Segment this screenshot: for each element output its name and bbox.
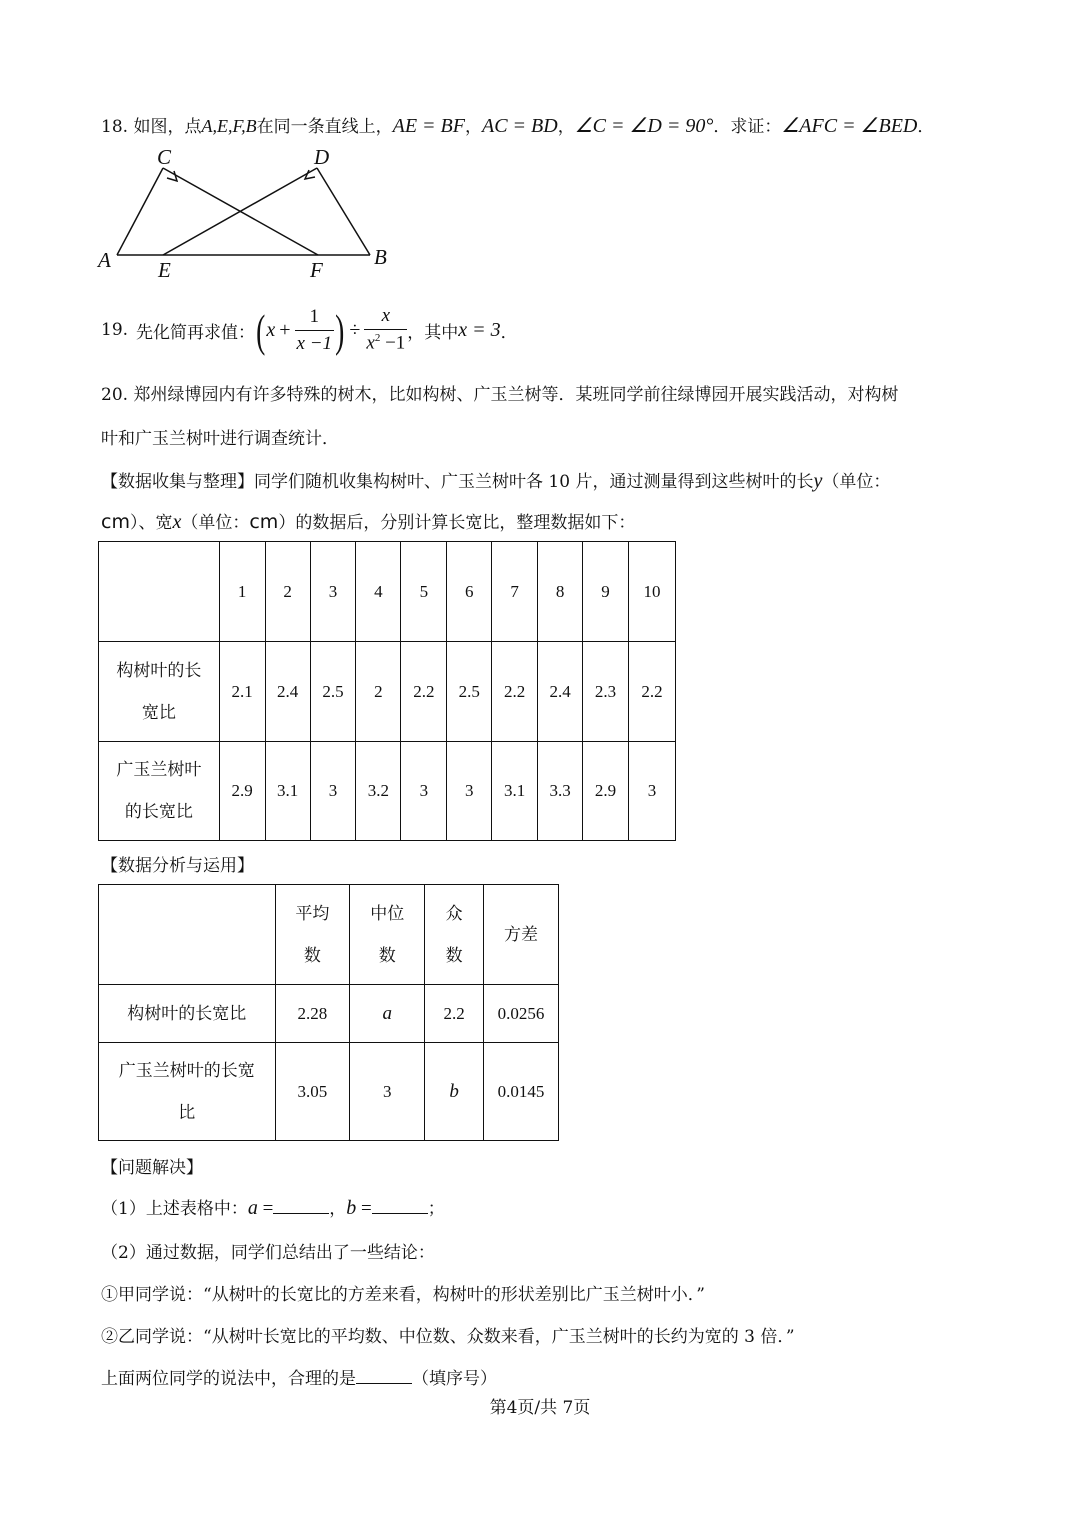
table-header-cell: 2 bbox=[265, 542, 310, 642]
table-cell-var-a: a bbox=[350, 985, 425, 1043]
header-mode bbox=[425, 885, 484, 985]
q18-number: 18. bbox=[101, 117, 129, 137]
row-label-gou-ratio bbox=[99, 642, 220, 742]
q19-statement bbox=[101, 300, 518, 360]
part1-end: ； bbox=[427, 1199, 445, 1219]
table-cell: 3.05 bbox=[275, 1043, 350, 1141]
q20-collect-text-c: ）、宽 bbox=[129, 513, 173, 533]
q18-statement bbox=[101, 112, 934, 138]
q20-collect-text-b: （单位： bbox=[822, 472, 891, 492]
table-header-cell: 7 bbox=[492, 542, 538, 642]
row-label-line: 构树叶的长 bbox=[116, 660, 202, 681]
table-cell: 2.5 bbox=[310, 642, 356, 742]
table-cell: 2.2 bbox=[425, 985, 484, 1043]
q19-frac1-den: x −1 bbox=[296, 332, 333, 354]
label-D: D bbox=[314, 145, 330, 169]
table-row bbox=[99, 1043, 559, 1141]
q20-line2: 叶和广玉兰树叶进行调查统计． bbox=[101, 429, 339, 449]
q19-div: ÷ bbox=[349, 318, 361, 341]
header-line: 数 bbox=[303, 945, 321, 966]
label-F: F bbox=[310, 258, 323, 282]
table-row bbox=[99, 542, 676, 642]
part2-line: （2）通过数据，同学们总结出了一些结论： bbox=[101, 1243, 435, 1263]
q18-comma2: ， bbox=[557, 117, 575, 137]
table-cell: 0.0145 bbox=[484, 1043, 559, 1141]
table-cell: 3 bbox=[350, 1043, 425, 1141]
q19-frac2-den bbox=[364, 330, 407, 354]
table-cell: 2.4 bbox=[538, 642, 583, 742]
part1-var-a: a bbox=[247, 1197, 258, 1219]
q18-text-mid1: 在同一条直线上， bbox=[256, 117, 393, 137]
row-label-line: 广玉兰树叶的长宽 bbox=[118, 1060, 255, 1081]
leaf-ratio-table bbox=[98, 541, 676, 841]
q19-x: x bbox=[266, 318, 276, 341]
statistics-table bbox=[98, 884, 559, 1141]
segment-DB bbox=[317, 168, 370, 255]
label-A: A bbox=[98, 248, 111, 272]
label-B: B bbox=[374, 245, 387, 269]
table-header-cell: 5 bbox=[401, 542, 447, 642]
header-line: 平均 bbox=[295, 903, 330, 924]
segment-AC bbox=[117, 168, 163, 255]
table-header-cell: 4 bbox=[356, 542, 401, 642]
row-label-line: 比 bbox=[178, 1102, 196, 1123]
q20-collect-text-e: ）的数据后，分别计算长宽比，整理数据如下： bbox=[278, 513, 636, 533]
answer-blank-a[interactable] bbox=[273, 1199, 329, 1214]
table-cell: 2.9 bbox=[219, 742, 265, 841]
part1-line bbox=[101, 1194, 445, 1220]
table-cell: 2.4 bbox=[265, 642, 310, 742]
table-header-cell: 8 bbox=[538, 542, 583, 642]
solve-title: 【问题解决】 bbox=[101, 1158, 203, 1178]
row-label-magnolia bbox=[99, 1043, 276, 1141]
statement-1: ①甲同学说：“从树叶的长宽比的方差来看，构树叶的形状差别比广玉兰树叶小．” bbox=[101, 1285, 705, 1305]
table-cell-var-b: b bbox=[425, 1043, 484, 1141]
table-cell: 3 bbox=[401, 742, 447, 841]
table-cell: 3 bbox=[447, 742, 492, 841]
table-header-cell: 6 bbox=[447, 542, 492, 642]
table-row bbox=[99, 742, 676, 841]
table-header-cell: 3 bbox=[310, 542, 356, 642]
table-header-cell: 9 bbox=[583, 542, 629, 642]
q18-cond3: ∠C = ∠D = 90° bbox=[574, 115, 714, 137]
table-cell: 2.1 bbox=[219, 642, 265, 742]
q18-comma1: ， bbox=[465, 117, 482, 137]
header-line: 中位 bbox=[370, 903, 405, 924]
row-label-line: 广玉兰树叶 bbox=[116, 760, 202, 780]
q19-number: 19. bbox=[101, 320, 129, 340]
table-cell: 3 bbox=[628, 742, 675, 841]
q20-var-y: y bbox=[813, 470, 823, 492]
table-cell: 3.2 bbox=[356, 742, 401, 841]
table-corner-cell bbox=[99, 542, 220, 642]
table-cell: 3.1 bbox=[492, 742, 538, 841]
q18-points: A,E,F,B bbox=[201, 116, 257, 136]
header-line: 数 bbox=[445, 945, 463, 966]
q20-collect-text-a: 【数据收集与整理】同学们随机收集构树叶、广玉兰树叶各 10 片，通过测量得到这些树叶的长 bbox=[101, 472, 814, 492]
q18-period: ． bbox=[917, 117, 935, 137]
table-cell: 3.3 bbox=[538, 742, 583, 841]
table-cell: 2.28 bbox=[275, 985, 350, 1043]
table-cell: 2.5 bbox=[447, 642, 492, 742]
q19-period: ． bbox=[500, 322, 518, 343]
q18-text-prefix: 如图，点 bbox=[133, 117, 202, 137]
final-question-prefix: 上面两位同学的说法中，合理的是 bbox=[101, 1369, 356, 1389]
table-corner-cell bbox=[99, 885, 276, 985]
q20-collect-text-d: （单位： bbox=[181, 513, 250, 533]
table-row bbox=[99, 642, 676, 742]
row-label-magnolia-ratio bbox=[99, 742, 220, 841]
header-variance: 方差 bbox=[484, 885, 559, 985]
part1-var-b: b bbox=[346, 1197, 357, 1219]
q20-line1: 20. 郑州绿博园内有许多特殊的树木，比如构树、广玉兰树等．某班同学前往绿博园开展实践活动，对构树 bbox=[101, 385, 899, 405]
q19-value: x = 3 bbox=[458, 318, 501, 341]
table-row bbox=[99, 985, 559, 1043]
table-cell: 2.9 bbox=[583, 742, 629, 841]
q20-collect-line1 bbox=[101, 467, 890, 493]
part1-eq-a: = bbox=[257, 1198, 274, 1219]
q19-frac2-den-exp: 2 bbox=[374, 332, 381, 345]
q19-frac2-num: x bbox=[364, 305, 407, 330]
header-median bbox=[350, 885, 425, 985]
q19-text-suffix: ，其中 bbox=[407, 322, 459, 343]
table-cell: 2.2 bbox=[628, 642, 675, 742]
page-footer: 第4页/共 7页 bbox=[489, 1398, 591, 1418]
table-cell: 2.2 bbox=[401, 642, 447, 742]
q19-fraction-1 bbox=[295, 306, 335, 355]
statement-2: ②乙同学说：“从树叶长宽比的平均数、中位数、众数来看，广玉兰树叶的长约为宽的 3 倍．” bbox=[101, 1327, 795, 1347]
q20-collect-line2 bbox=[101, 508, 635, 534]
q19-fraction-2 bbox=[364, 305, 407, 354]
header-line: 众 bbox=[445, 903, 463, 924]
part1-prefix: （1）上述表格中： bbox=[101, 1199, 248, 1219]
table-cell: 2.2 bbox=[492, 642, 538, 742]
part1-eq-b: = bbox=[356, 1198, 372, 1219]
row-label-line: 的长宽比 bbox=[124, 802, 193, 822]
label-C: C bbox=[157, 145, 172, 169]
row-label-gou: 构树叶的长宽比 bbox=[99, 985, 276, 1043]
q19-text-prefix: 先化简再求值： bbox=[136, 322, 256, 343]
q19-left-paren: ( bbox=[256, 304, 266, 356]
q19-right-paren: ) bbox=[335, 304, 345, 356]
q18-cond1: AE = BF bbox=[392, 115, 465, 137]
table-cell: 2 bbox=[356, 642, 401, 742]
header-mean bbox=[275, 885, 350, 985]
q19-frac2-den-base: x bbox=[366, 332, 375, 354]
table-cell: 2.3 bbox=[583, 642, 629, 742]
table-cell: 0.0256 bbox=[484, 985, 559, 1043]
analysis-title: 【数据分析与运用】 bbox=[101, 856, 254, 876]
final-question-suffix: （填序号） bbox=[412, 1369, 497, 1389]
table-cell: 3.1 bbox=[265, 742, 310, 841]
header-line: 数 bbox=[378, 945, 396, 966]
q20-unit-cm-2: cm bbox=[249, 511, 279, 533]
table-header-cell: 1 bbox=[219, 542, 265, 642]
table-row bbox=[99, 885, 559, 985]
final-question-line bbox=[101, 1364, 497, 1389]
q18-text-mid2: ．求证： bbox=[713, 117, 782, 137]
label-E: E bbox=[158, 258, 171, 282]
q20-var-x: x bbox=[172, 511, 182, 533]
q18-cond2: AC = BD bbox=[482, 115, 558, 137]
answer-blank-choice[interactable] bbox=[356, 1369, 412, 1384]
part1-sep: ， bbox=[329, 1199, 347, 1219]
q19-plus: + bbox=[279, 318, 291, 341]
q18-goal: ∠AFC = ∠BED bbox=[781, 115, 918, 137]
answer-blank-b[interactable] bbox=[372, 1199, 428, 1214]
table-header-cell: 10 bbox=[628, 542, 675, 642]
row-label-line: 宽比 bbox=[141, 702, 176, 723]
q19-frac2-den-rest: −1 bbox=[380, 332, 406, 354]
table-cell: 3 bbox=[310, 742, 356, 841]
q19-frac1-num: 1 bbox=[295, 306, 335, 331]
q20-unit-cm-1: cm bbox=[101, 511, 130, 533]
q18-figure bbox=[95, 145, 395, 285]
